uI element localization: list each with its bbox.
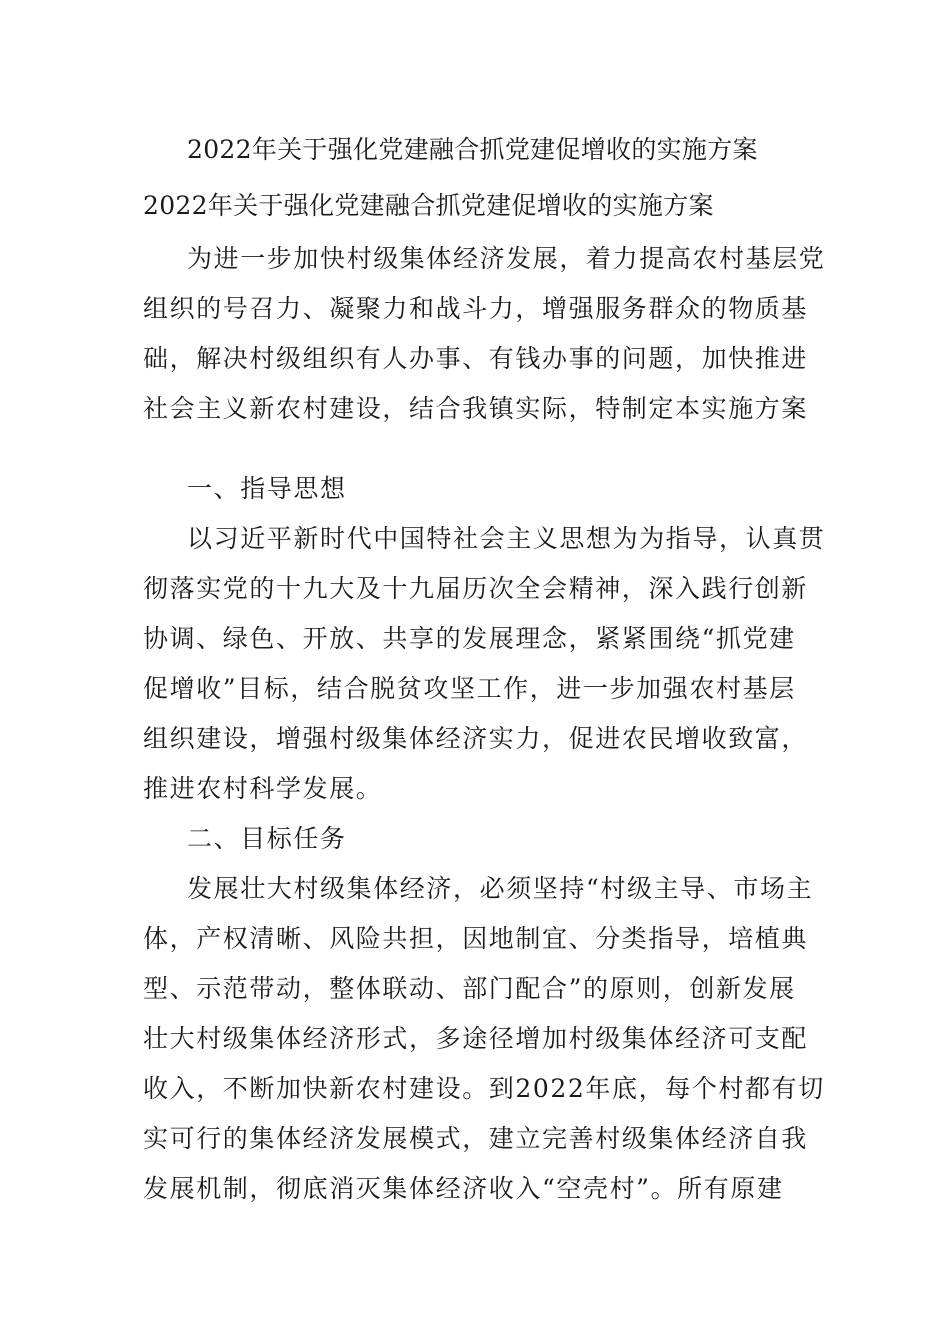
intro-paragraph — [143, 234, 826, 434]
document-title: 2022年关于强化党建融合抓党建促增收的实施方案 — [187, 135, 758, 164]
paragraph-line: 推进农村科学发展。 — [143, 774, 383, 803]
document-title-repeat: 2022年关于强化党建融合抓党建促增收的实施方案 — [143, 191, 714, 220]
paragraph-line: 协调、绿色、开放、共享的发展理念，紧紧围绕“抓党建 — [143, 624, 796, 653]
paragraph-line: 型、示范带动，整体联动、部门配合”的原则，创新发展 — [143, 974, 796, 1003]
guiding-thought-paragraph — [143, 514, 826, 814]
paragraph-line: 收入，不断加快新农村建设。到2022年底，每个村都有切 — [143, 1074, 825, 1103]
paragraph-line: 彻落实党的十九大及十九届历次全会精神，深入践行创新 — [143, 574, 809, 603]
goals-paragraph — [143, 864, 825, 1214]
paragraph-line: 发展机制，彻底消灭集体经济收入“空壳村”。所有原建 — [143, 1174, 784, 1203]
paragraph-line: 社会主义新农村建设，结合我镇实际，特制定本实施方案 — [143, 394, 809, 423]
paragraph-line: 以习近平新时代中国特社会主义思想为为指导，认真贯 — [187, 524, 826, 553]
section-heading-guiding-thought: 一、指导思想 — [187, 474, 347, 503]
paragraph-line: 发展壮大村级集体经济，必须坚持“村级主导、市场主 — [187, 874, 814, 903]
paragraph-line: 促增收”目标，结合脱贫攻坚工作，进一步加强农村基层 — [143, 674, 796, 703]
paragraph-line: 础，解决村级组织有人办事、有钱办事的问题，加快推进 — [143, 344, 809, 373]
paragraph-line: 壮大村级集体经济形式，多途径增加村级集体经济可支配 — [143, 1024, 809, 1053]
blank-spacer — [143, 434, 808, 464]
paragraph-line: 为进一步加快村级集体经济发展，着力提高农村基层党 — [187, 244, 826, 273]
paragraph-line: 体，产权清晰、风险共担，因地制宜、分类指导，培植典 — [143, 924, 809, 953]
paragraph-line: 组织的号召力、凝聚力和战斗力，增强服务群众的物质基 — [143, 294, 809, 323]
paragraph-line: 实可行的集体经济发展模式，建立完善村级集体经济自我 — [143, 1124, 809, 1153]
paragraph-line: 组织建设，增强村级集体经济实力，促进农民增收致富， — [143, 724, 809, 753]
document-body — [143, 122, 826, 1214]
section-heading-goals: 二、目标任务 — [187, 824, 347, 853]
